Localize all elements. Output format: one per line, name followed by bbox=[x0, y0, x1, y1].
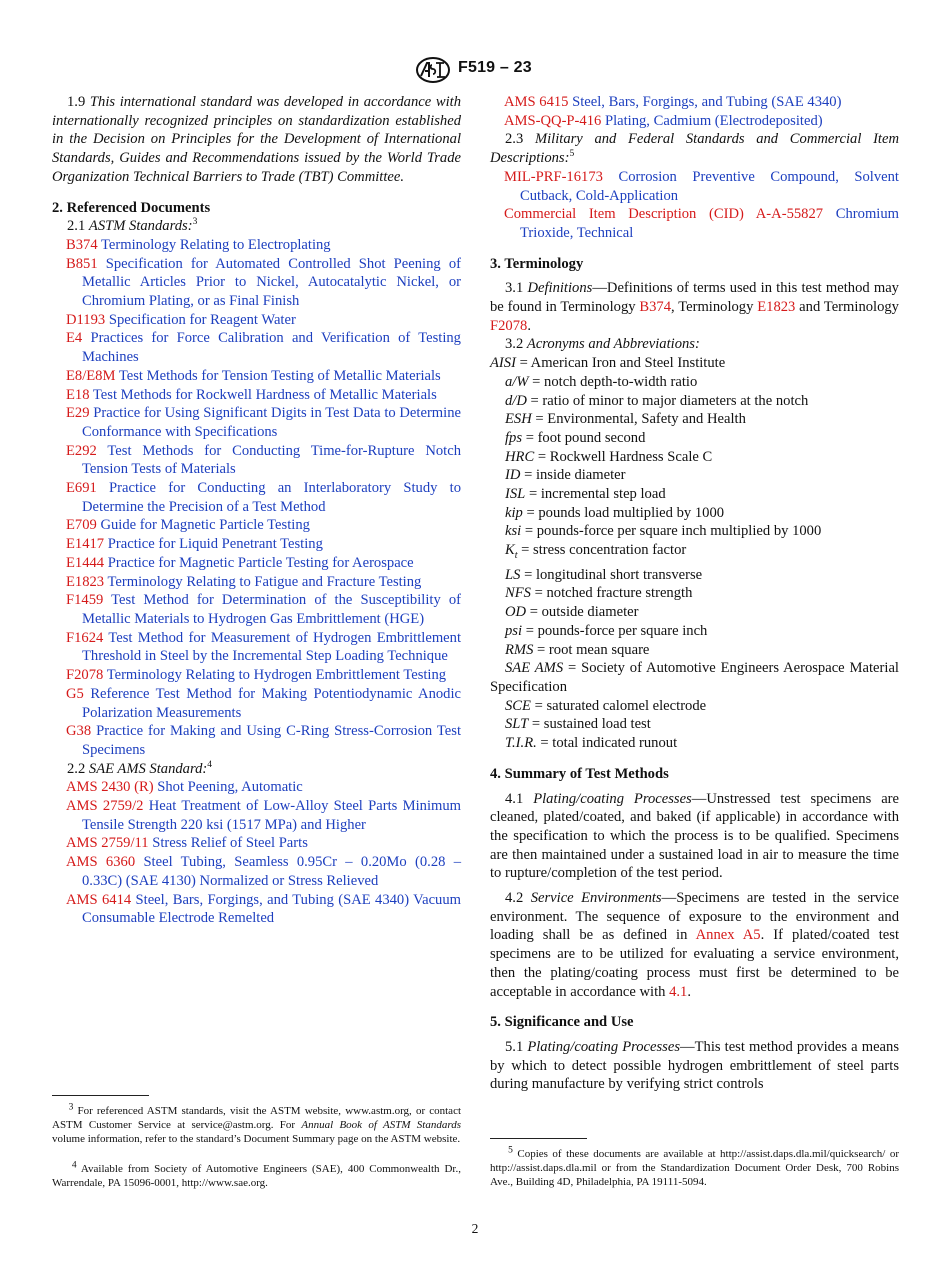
sae-reference-item bbox=[52, 797, 461, 834]
acronym-entry bbox=[490, 410, 899, 429]
reference-title-link[interactable]: Test Methods for Tension Testing of Metallic Materials bbox=[118, 367, 441, 384]
acronym-entry bbox=[490, 584, 899, 603]
reference-code-link[interactable]: MIL-PRF-16173 bbox=[504, 168, 603, 185]
astm-reference-item bbox=[52, 685, 461, 722]
acronym-list bbox=[490, 354, 899, 753]
astm-reference-item bbox=[52, 573, 461, 592]
acronym-entry bbox=[490, 659, 899, 696]
astm-reference-item bbox=[52, 367, 461, 386]
acronym-definition: = pounds load multiplied by 1000 bbox=[526, 504, 725, 521]
military-reference-item bbox=[490, 168, 899, 205]
sae-reference-list-continued bbox=[490, 93, 899, 130]
acronym-definition: = notched fracture strength bbox=[534, 585, 693, 602]
acronym-term: d/D bbox=[505, 392, 527, 409]
acronym-definition: = Environmental, Safety and Health bbox=[535, 411, 746, 428]
reference-title-link[interactable]: Practice for Magnetic Particle Testing for Aerospace bbox=[107, 554, 414, 571]
reference-code-link[interactable]: E4 bbox=[66, 330, 83, 347]
footnote-4: $^4$ Available from Society of Automotive Engineers (SAE), 400 Commonwealth Dr., Warrendale, PA 15096-0001, http://www.sae.org. bbox=[52, 1160, 461, 1189]
acronym-term: OD bbox=[505, 604, 527, 621]
reference-title-link[interactable]: Test Methods for Rockwell Hardness of Metallic Materials bbox=[92, 386, 437, 403]
acronym-term: ESH bbox=[505, 411, 532, 428]
reference-title-link[interactable]: Steel, Bars, Forgings, and Tubing (SAE 4340) Vacuum Consumable Electrode Remelted bbox=[82, 891, 461, 927]
reference-title-link[interactable]: Specification for Automated Controlled Shot Peening of Metallic Articles Prior to Nickel, Autocatalytic Nickel, or Chromium Plating, or as Final Finish bbox=[82, 255, 461, 310]
reference-code-link[interactable]: B374 bbox=[66, 236, 98, 253]
acronym-definition: = sustained load test bbox=[531, 716, 651, 733]
reference-title-link[interactable]: Terminology Relating to Electroplating bbox=[101, 236, 331, 253]
acronym-term: SAE AMS bbox=[505, 660, 564, 677]
sae-reference-item bbox=[52, 853, 461, 890]
reference-code-link[interactable]: D1193 bbox=[66, 311, 106, 328]
reference-code-link[interactable]: E709 bbox=[66, 517, 97, 534]
acronym-entry bbox=[490, 504, 899, 523]
reference-code-link[interactable]: Commercial Item Description (CID) A-A-55827 bbox=[504, 206, 824, 223]
footnote-3: $^3$ For referenced ASTM standards, visit the ASTM website, www.astm.org, or contact ASTM Customer Service at service@astm.org. For Annual Book of ASTM Standards volume information, refer to the standard’s Document Summary page on the ASTM website. bbox=[52, 1102, 462, 1145]
astm-reference-item bbox=[52, 404, 461, 441]
acronym-term: T.I.R. bbox=[505, 735, 537, 752]
acronym-definition: = saturated calomel electrode bbox=[534, 697, 707, 714]
astm-logo-icon bbox=[415, 57, 451, 83]
acronym-entry bbox=[490, 603, 899, 622]
section-2-title: 2. Referenced Documents bbox=[52, 199, 211, 216]
acronym-term: ISL bbox=[505, 486, 526, 503]
left-column bbox=[52, 93, 461, 928]
reference-title-link[interactable]: Steel Tubing, Seamless 0.95Cr – 0.20Mo (0.28 – 0.33C) (SAE 4130) Normalized or Stress Relieved bbox=[82, 854, 462, 889]
acronym-entry bbox=[490, 466, 899, 485]
acronym-term: SLT bbox=[505, 716, 529, 733]
subsection-2-1: 2.1 ASTM Standards:$^3$ bbox=[67, 217, 198, 235]
acronym-definition: = inside diameter bbox=[524, 467, 626, 484]
reference-code-link[interactable]: AMS 2430 (R) bbox=[66, 779, 154, 796]
reference-code-link[interactable]: AMS 2759/11 bbox=[66, 835, 149, 852]
reference-code-link[interactable]: E29 bbox=[66, 405, 90, 422]
reference-code-link[interactable]: AMS 6360 bbox=[66, 854, 136, 871]
reference-code-link[interactable]: E1823 bbox=[66, 573, 105, 590]
astm-reference-item bbox=[52, 311, 461, 330]
reference-title-link[interactable]: Steel, Bars, Forgings, and Tubing (SAE 4340) bbox=[572, 94, 842, 110]
reference-title-link[interactable]: Corrosion Preventive Compound, Solvent Cutback, Cold-Application bbox=[520, 168, 899, 204]
acronym-definition: = Society of Automotive Engineers Aerospace Material Specification bbox=[490, 660, 899, 695]
astm-reference-item bbox=[52, 516, 461, 535]
paragraph-5-1: 5.1 Plating/coating Processes—This test method provides a means by which to detect possible hydrogen embrittlement of steel parts during manufacture by verifying strict controls bbox=[490, 1038, 900, 1093]
link-e1823[interactable]: E1823 bbox=[757, 299, 796, 316]
acronym-definition: = foot pound second bbox=[525, 429, 646, 446]
reference-title-link[interactable]: Stress Relief of Steel Parts bbox=[152, 835, 308, 852]
section-5-title: 5. Significance and Use bbox=[490, 1014, 634, 1031]
link-f2078[interactable]: F2078 bbox=[490, 317, 528, 334]
astm-reference-item bbox=[52, 666, 461, 685]
reference-title-link[interactable]: Shot Peening, Automatic bbox=[157, 779, 303, 796]
sae-reference-item bbox=[52, 891, 461, 928]
link-annex-a5[interactable]: Annex A5 bbox=[695, 927, 761, 944]
subsection-2-2: 2.2 SAE AMS Standard:$^4$ bbox=[67, 759, 213, 777]
acronym-term: HRC bbox=[505, 448, 535, 465]
reference-title-link[interactable]: Test Methods for Conducting Time-for-Rupture Notch Tension Tests of Materials bbox=[82, 442, 461, 478]
paragraph-1-9: 1.9 This international standard was developed in accordance with internationally recognized principles on standardization established in the Decision on Principles for the Development of International Standards, Guides and Recommendations issued by the World Trade Organization Technical Barriers to Trade (TBT) Committee. bbox=[52, 94, 462, 185]
astm-reference-item bbox=[52, 554, 461, 573]
section-3-title: 3. Terminology bbox=[490, 255, 584, 272]
astm-reference-item bbox=[52, 722, 461, 759]
acronym-definition: = pounds-force per square inch multiplied by 1000 bbox=[524, 523, 822, 540]
subsection-2-3: 2.3 Military and Federal Standards and Commercial Item Descriptions:$^5$ bbox=[490, 131, 900, 167]
reference-title-link[interactable]: Guide for Magnetic Particle Testing bbox=[100, 517, 310, 534]
document-id: F519 – 23 bbox=[458, 59, 532, 76]
reference-title-link[interactable]: Terminology Relating to Hydrogen Embrittlement Testing bbox=[106, 667, 447, 684]
reference-code-link[interactable]: AMS 2759/2 bbox=[66, 798, 144, 815]
acronym-entry bbox=[490, 522, 899, 541]
page-header bbox=[0, 57, 950, 83]
reference-title-link[interactable]: Reference Test Method for Making Potentiodynamic Anodic Polarization Measurements bbox=[82, 685, 461, 721]
astm-reference-item bbox=[52, 479, 461, 516]
reference-title-link[interactable]: Terminology Relating to Fatigue and Fracture Testing bbox=[107, 573, 422, 590]
reference-code-link[interactable]: F2078 bbox=[66, 667, 104, 684]
acronym-entry bbox=[490, 641, 899, 660]
reference-code-link[interactable]: F1459 bbox=[66, 592, 104, 609]
reference-code-link[interactable]: E18 bbox=[66, 386, 90, 403]
reference-title-link[interactable]: Practice for Liquid Penetrant Testing bbox=[107, 536, 323, 553]
reference-title-link[interactable]: Plating, Cadmium (Electrodeposited) bbox=[604, 112, 823, 129]
acronym-definition: = total indicated runout bbox=[540, 735, 678, 752]
acronym-entry bbox=[490, 541, 899, 566]
acronym-entry bbox=[490, 354, 899, 373]
acronym-definition: = incremental step load bbox=[528, 486, 666, 503]
acronym-definition: = American Iron and Steel Institute bbox=[519, 355, 726, 372]
acronym-term: ksi bbox=[505, 523, 522, 540]
page-number: 2 bbox=[471, 1221, 479, 1236]
astm-reference-item bbox=[52, 386, 461, 405]
military-reference-item bbox=[490, 205, 899, 242]
sae-reference-list bbox=[52, 778, 461, 928]
right-column bbox=[490, 93, 899, 1094]
acronym-entry bbox=[490, 622, 899, 641]
acronym-definition: = outside diameter bbox=[529, 604, 639, 621]
paragraph-4-2: 4.2 Service Environments—Specimens are tested in the service environment. The sequence of exposure to the environment and loading shall be as defined in Annex A5. If plated/coated test specimens are to be utilized for evaluating a service environment, then the plating/coating process must first be determined to be acceptable in accordance with 4.1. bbox=[490, 890, 900, 1000]
acronym-entry bbox=[490, 373, 899, 392]
reference-code-link[interactable]: E292 bbox=[66, 442, 97, 459]
sae-reference-item bbox=[52, 778, 461, 797]
astm-reference-list bbox=[52, 236, 461, 760]
acronym-entry bbox=[490, 715, 899, 734]
acronym-term: K bbox=[505, 542, 515, 559]
reference-code-link[interactable]: E8/E8M bbox=[66, 367, 116, 384]
astm-reference-item bbox=[52, 535, 461, 554]
sae-reference-item bbox=[490, 93, 899, 112]
acronym-term: AISI bbox=[490, 355, 516, 372]
astm-reference-item bbox=[52, 629, 461, 666]
paragraph-3-2: 3.2 Acronyms and Abbreviations: bbox=[505, 336, 700, 353]
astm-reference-item bbox=[52, 329, 461, 366]
acronym-entry bbox=[490, 697, 899, 716]
acronym-entry bbox=[490, 566, 899, 585]
acronym-definition: = Rockwell Hardness Scale C bbox=[537, 448, 713, 465]
acronym-term: RMS bbox=[505, 641, 534, 658]
reference-title-link[interactable]: Test Method for Measurement of Hydrogen Embrittlement Threshold in Steel by the Incremental Step Loading Technique bbox=[82, 629, 462, 665]
reference-code-link[interactable]: E691 bbox=[66, 480, 97, 497]
reference-code-link[interactable]: B851 bbox=[66, 255, 98, 272]
acronym-term: kip bbox=[505, 504, 523, 521]
footnote-divider-left bbox=[52, 1095, 149, 1096]
acronym-term: ID bbox=[505, 467, 521, 484]
reference-code-link[interactable]: G5 bbox=[66, 685, 84, 702]
reference-code-link[interactable]: G38 bbox=[66, 723, 92, 740]
acronym-entry bbox=[490, 485, 899, 504]
reference-title-link[interactable]: Test Method for Determination of the Susceptibility of Metallic Materials to Hydrogen Gas Embrittlement (HGE) bbox=[82, 592, 461, 627]
acronym-definition: = stress concentration factor bbox=[521, 542, 687, 559]
acronym-definition: = root mean square bbox=[537, 641, 650, 658]
reference-code-link[interactable]: E1444 bbox=[66, 554, 105, 571]
reference-title-link[interactable]: Practices for Force Calibration and Verification of Testing Machines bbox=[82, 330, 461, 366]
reference-code-link[interactable]: F1624 bbox=[66, 629, 104, 646]
reference-code-link[interactable]: AMS 6415 bbox=[504, 94, 569, 110]
link-4-1[interactable]: 4.1 bbox=[669, 983, 688, 1000]
acronym-term: fps bbox=[505, 429, 523, 446]
reference-title-link[interactable]: Specification for Reagent Water bbox=[108, 311, 296, 328]
reference-title-link[interactable]: Heat Treatment of Low-Alloy Steel Parts Minimum Tensile Strength 220 ksi (1517 MPa) and Higher bbox=[82, 798, 461, 833]
reference-title-link[interactable]: Chromium Trioxide, Technical bbox=[520, 206, 900, 241]
acronym-term: LS bbox=[505, 566, 521, 583]
reference-code-link[interactable]: AMS 6414 bbox=[66, 891, 132, 908]
acronym-entry bbox=[490, 734, 899, 753]
acronym-term: psi bbox=[505, 622, 523, 639]
sae-reference-item bbox=[52, 834, 461, 853]
reference-code-link[interactable]: E1417 bbox=[66, 536, 105, 553]
acronym-definition: = longitudinal short transverse bbox=[524, 566, 703, 583]
link-b374[interactable]: B374 bbox=[639, 299, 672, 316]
footnote-5: $^5$ Copies of these documents are available at http://assist.daps.dla.mil/quicksearch/ or http://assist.daps.dla.mil or from the Standardization Document Order Desk, 700 Robins Ave., Building 4D, Philadelphia, PA 19111-5094. bbox=[490, 1145, 899, 1188]
footnote-divider-right bbox=[490, 1138, 587, 1139]
astm-reference-item bbox=[52, 591, 461, 628]
reference-title-link[interactable]: Practice for Using Significant Digits in Test Data to Determine Conformance with Specifications bbox=[82, 405, 461, 440]
acronym-entry bbox=[490, 429, 899, 448]
paragraph-4-1: 4.1 Plating/coating Processes—Unstressed test specimens are cleaned, plated/coated, and baked (if applicable) in accordance with the specification to which the process is to be qualified. Specimens are then maintained under a sustained load in air to measure the time to rupture/completion of the test period. bbox=[490, 790, 900, 882]
acronym-term: SCE bbox=[505, 697, 531, 714]
reference-code-link[interactable]: AMS-QQ-P-416 bbox=[504, 112, 602, 129]
acronym-subscript: t bbox=[514, 550, 518, 562]
acronym-entry bbox=[490, 448, 899, 467]
paragraph-3-1: 3.1 Definitions—Definitions of terms used in this test method may be found in Terminology B374, Terminology E1823 and Terminology F2078. bbox=[490, 280, 899, 334]
acronym-definition: = ratio of minor to major diameters at the notch bbox=[530, 392, 809, 409]
acronym-definition: = pounds-force per square inch bbox=[525, 622, 708, 639]
section-4-title: 4. Summary of Test Methods bbox=[490, 765, 669, 782]
reference-title-link[interactable]: Practice for Making and Using C-Ring Stress-Corrosion Test Specimens bbox=[82, 723, 461, 758]
astm-reference-item bbox=[52, 442, 461, 479]
reference-title-link[interactable]: Practice for Conducting an Interlaboratory Study to Determine the Precision of a Test Method bbox=[82, 480, 461, 515]
astm-reference-item bbox=[52, 236, 461, 255]
acronym-entry bbox=[490, 392, 899, 411]
acronym-term: NFS bbox=[505, 585, 531, 602]
acronym-definition: = notch depth-to-width ratio bbox=[532, 373, 698, 390]
military-reference-list bbox=[490, 168, 899, 243]
astm-reference-item bbox=[52, 255, 461, 311]
acronym-term: a/W bbox=[505, 373, 529, 390]
sae-reference-item bbox=[490, 112, 899, 131]
